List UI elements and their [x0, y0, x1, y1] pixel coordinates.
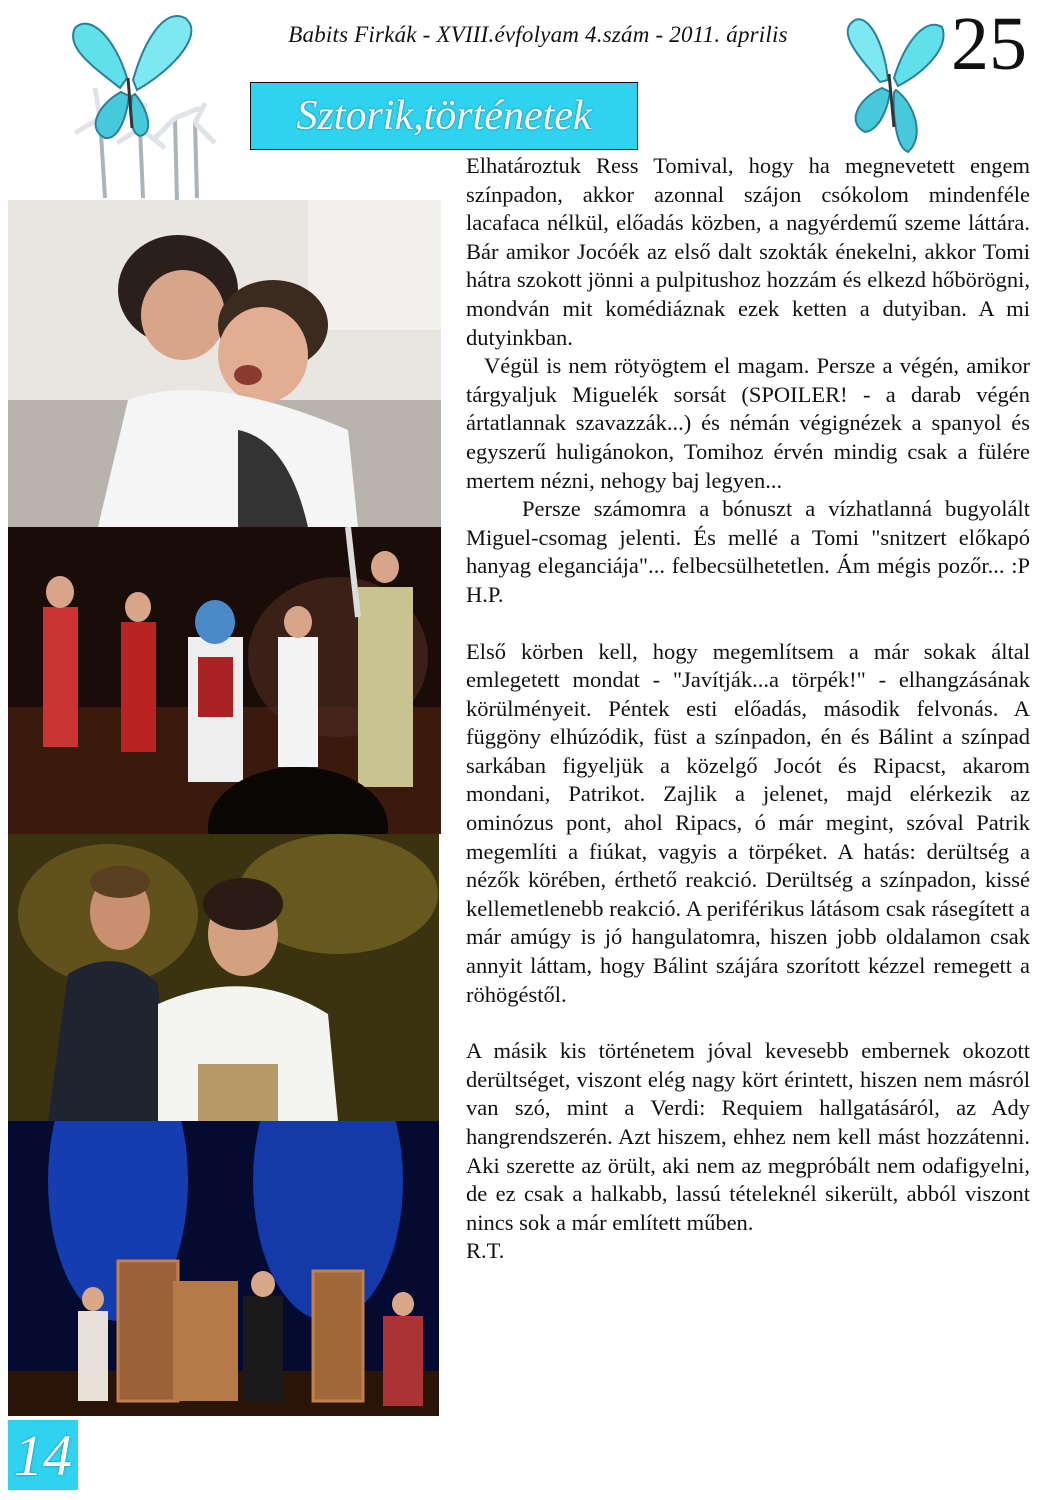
article-paragraph: Első körben kell, hogy megemlítsem a már sokak által emlegetett mondat - "Javítják...a törpék!" - elhangzásának körülményeit. Péntek esti előadás, második felvonás. A függöny elhúzódik, füst a színpadon, én és Bálint a színpad sarkában figyeljük a közelgő Jocót és Ripacst, akarom mondani, Patrikot. Zajlik a jelenet, majd elérkezik az ominózus pont, ahol Ripacs, ó már megint, szóval Patrik megemlíti a fiúkat, vagyis a törpéket. A hatás: derültség a nézők körében, érthető reakció. Derültség a színpadon, kissé kellemetlenebb reakció. A periférikus látásom csak rásegített a már amúgy is jó hangulatomra, hiszen jobb oldalamon csak annyit láttam, hogy Bálint szájára szorított kézzel remegett a röhögéstől. — [466, 638, 1030, 1007]
running-title: Babits Firkák - XVIII.évfolyam 4.szám - 2011. április — [288, 22, 788, 47]
article-paragraph: Végül is nem rötyögtem el magam. Persze a végén, amikor tárgyaljuk Miguelék sorsát (SPOILER! - a darab végén ártatlannak szavazzák...) és némán végignézek a spanyol és egyszerű huligánokon, Tomihoz érvén mindig csak a fülére mertem nézni, nehogy baj legyen... — [466, 353, 1030, 493]
butterfly-icon — [830, 12, 950, 157]
photo-stage-cast — [8, 527, 441, 834]
photo-two-actors-scene — [8, 834, 439, 1121]
print-page-number-box — [8, 1420, 78, 1490]
section-title: Sztorik,történetek — [296, 93, 592, 139]
butterfly-wind-turbines-icon — [55, 8, 225, 203]
author-signature: R.T. — [466, 1238, 505, 1264]
section-title-box — [250, 82, 638, 150]
page-number: 25 — [951, 2, 1027, 86]
photo-stage-blue-light — [8, 1121, 439, 1416]
print-page-number: 14 — [14, 1422, 72, 1488]
photo-two-actors-rehearsal — [8, 200, 441, 527]
article-paragraph: Elhatároztuk Ress Tomival, hogy ha megnevetett engem színpadon, akkor azonnal szájon csókolom mindenféle lacafaca nélkül, előadás közben, a nagyérdemű szeme láttára. Bár amikor Jocóék az első dalt szokták énekelni, akkor Tomi hátra szokott jönni a pulpitushoz hozzám és elkezd hőbörögni, mondván mit komédiáznak ezek ketten a dutyiban. A mi dutyinkban. — [466, 153, 1030, 350]
article-body — [466, 152, 1030, 1266]
article-paragraph: A másik kis történetem jóval kevesebb embernek okozott derültséget, viszont elég nagy kört érintett, hiszen nem másról van szó, mint a Verdi: Requiem hallgatásáról, az Ady hangrendszerén. Azt hiszem, ehhez nem kell mást hozzátenni. Aki szerette az örült, aki nem az megpróbált nem odafigyelni, de ez csak a halkabb, lassú tételeknél sikerült, abból viszont nincs sok a már említett műben. — [466, 1038, 1030, 1235]
article-paragraph: Persze számomra a bónuszt a vízhatlanná bugyolált Miguel-csomag jelenti. És mellé a Tomi "snitzert előkapó hanyag eleganciája"... felbecsülhetetlen. Ám mégis pozőr... :P H.P. — [466, 496, 1030, 607]
